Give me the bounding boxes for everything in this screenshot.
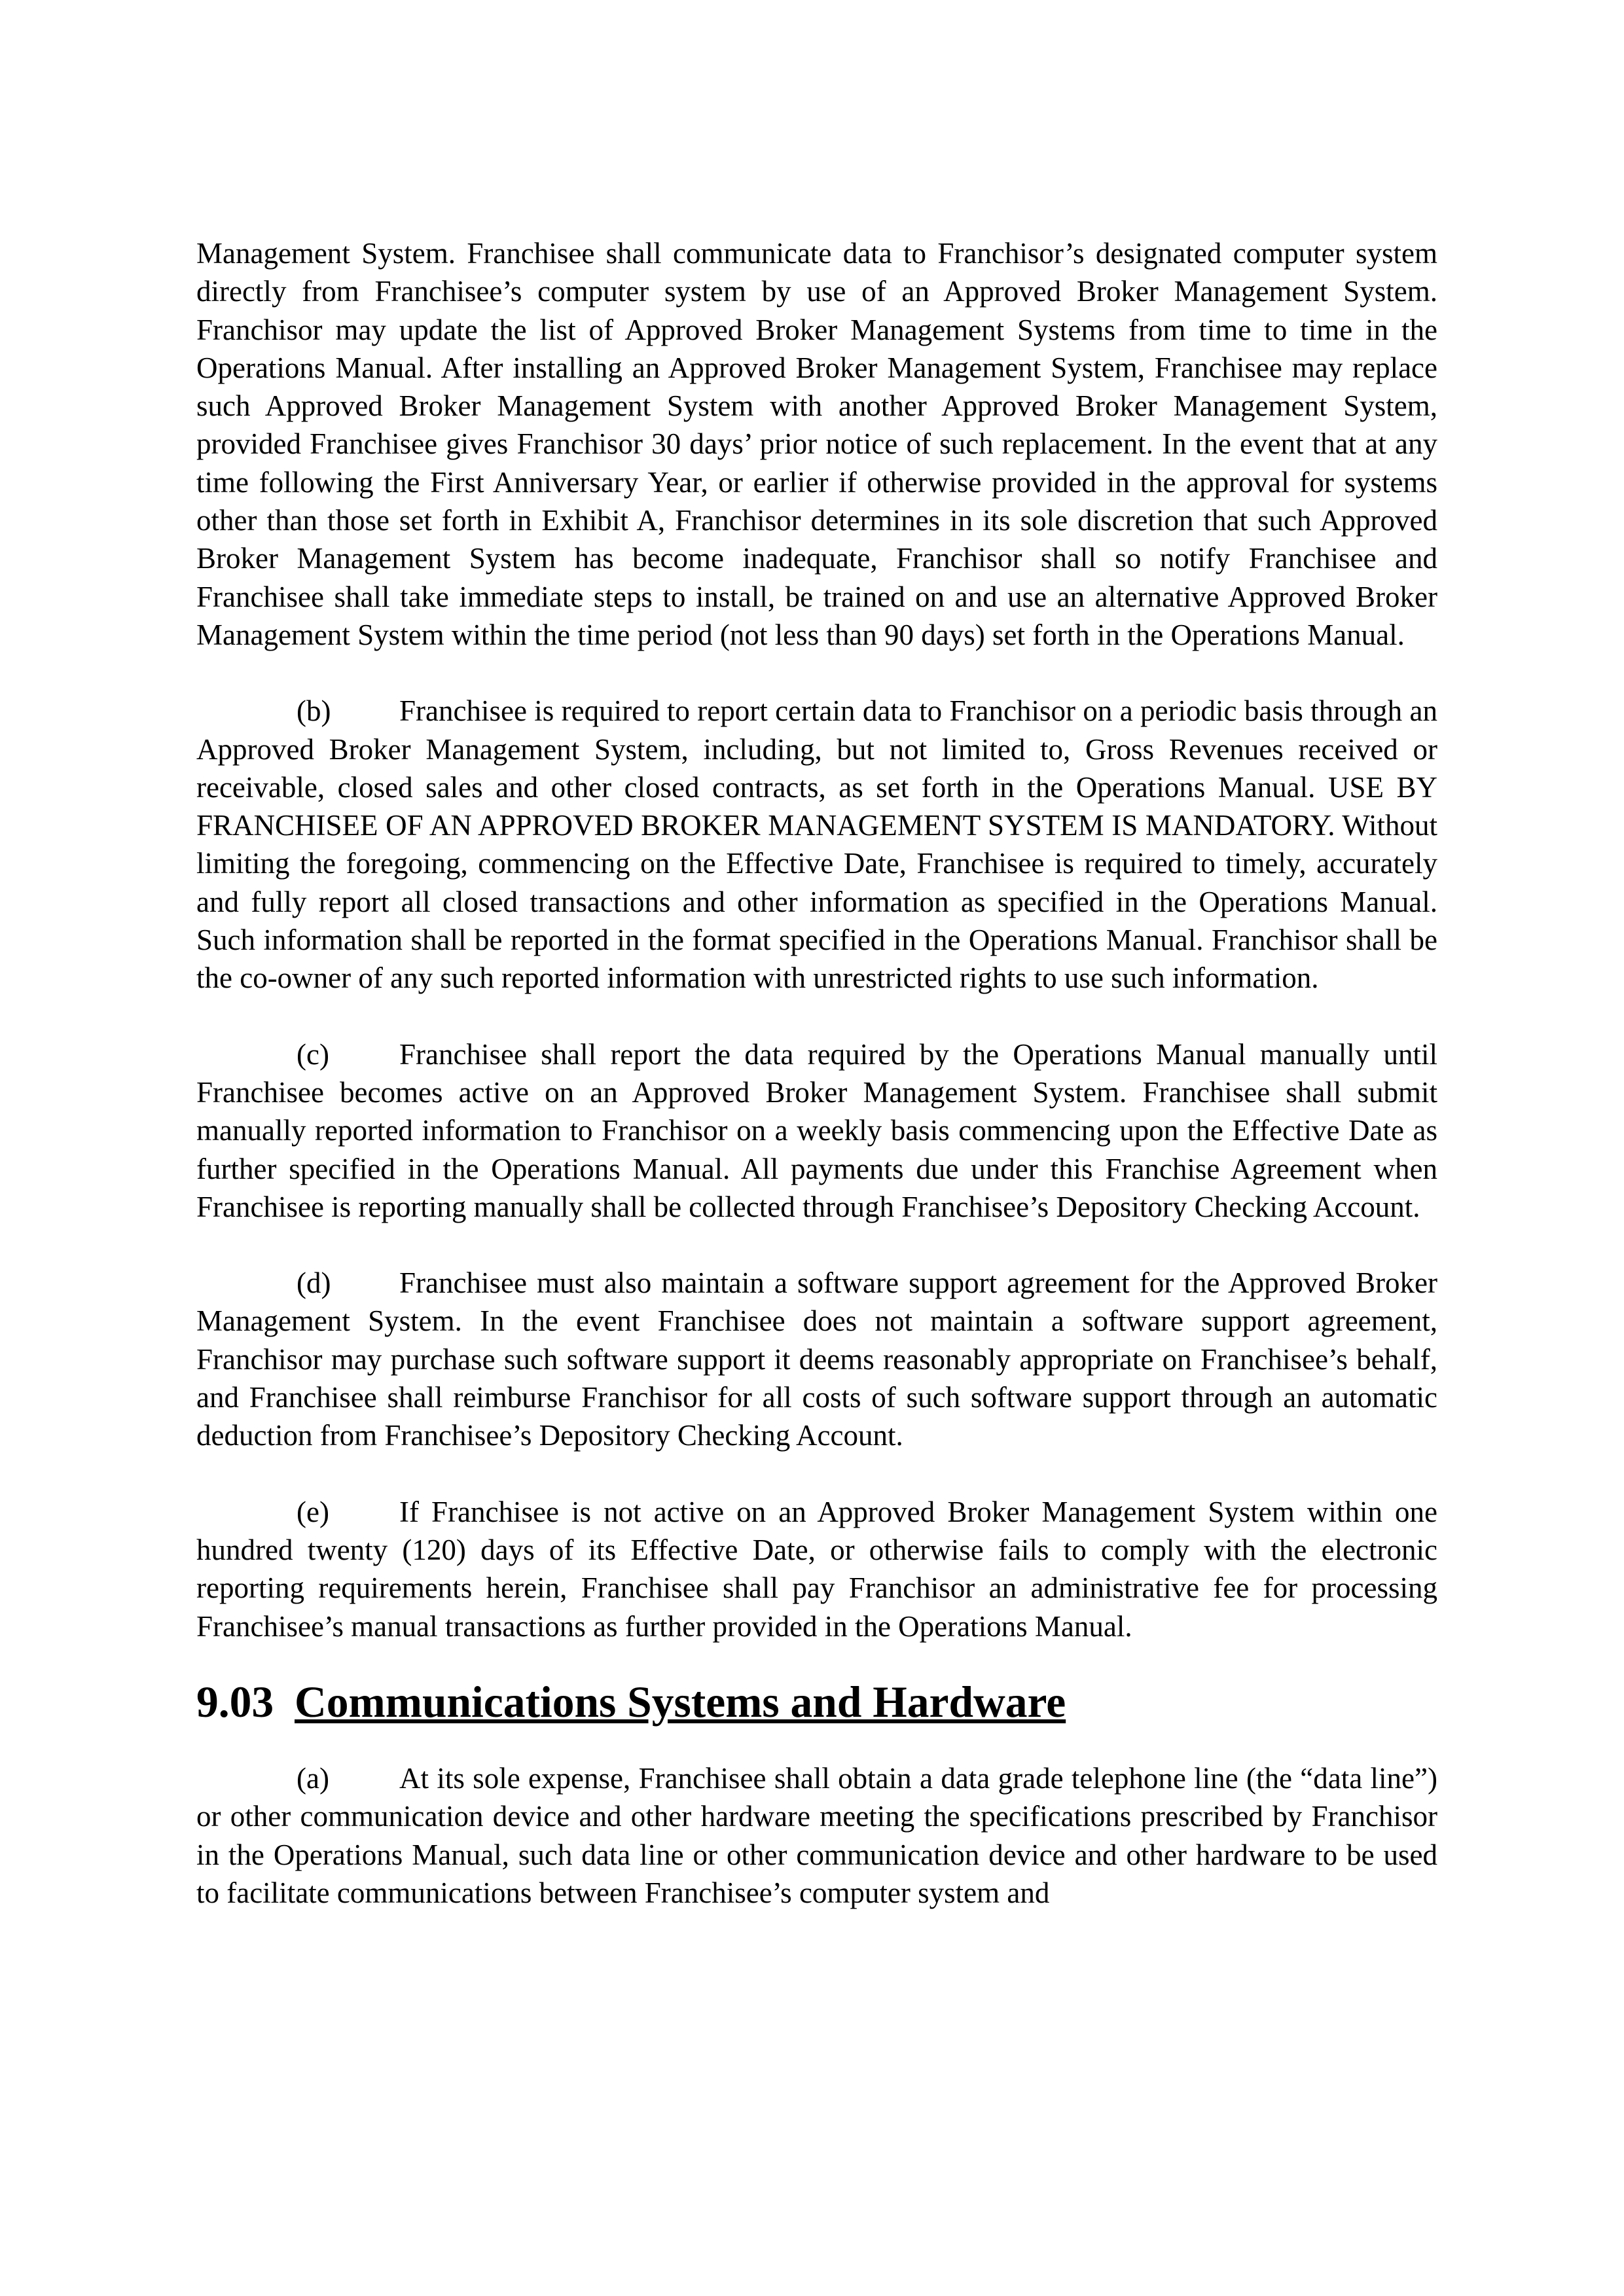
paragraph-text: Franchisee must also maintain a software support agreement for the Approved Broker Management System. In the event Franchisee does not maintain a software support agreement, Franchisor may purchase such software support it deems reasonably appropriate on Franchisee’s behalf, and Franchisee shall reimburse Franchisor for all costs of such software support through an automatic deduction from Franchisee’s Depository Checking Account. xyxy=(196,1266,1437,1452)
paragraph-d xyxy=(196,1264,1437,1454)
paragraph-e xyxy=(196,1493,1437,1645)
intro-paragraph: Management System. Franchisee shall communicate data to Franchisor’s designated computer system directly from Franchisee’s computer system by use of an Approved Broker Management System. Franchisor may update the list of Approved Broker Management Systems from time to time in the Operations Manual. After installing an Approved Broker Management System, Franchisee may replace such Approved Broker Management System with another Approved Broker Management System, provided Franchisee gives Franchisor 30 days’ prior notice of such replacement. In the event that at any time following the First Anniversary Year, or earlier if otherwise provided in the approval for systems other than those set forth in Exhibit A, Franchisor determines in its sole discretion that such Approved Broker Management System has become inadequate, Franchisor shall so notify Franchisee and Franchisee shall take immediate steps to install, be trained on and use an alternative Approved Broker Management System within the time period (not less than 90 days) set forth in the Operations Manual. xyxy=(196,237,1437,651)
paragraph-label: (d) xyxy=(297,1266,331,1300)
paragraph-text: Franchisee is required to report certain data to Franchisor on a periodic basis through an Approved Broker Management System, including, but not limited to, Gross Revenues received or receivable, closed sales and other closed contracts, as set forth in the Operations Manual. USE BY FRANCHISEE OF AN APPROVED BROKER MANAGEMENT SYSTEM IS MANDATORY. Without limiting the foregoing, commencing on the Effective Date, Franchisee is required to timely, accurately and fully report all closed transactions and other information as specified in the Operations Manual. Such information shall be reported in the format specified in the Operations Manual. Franchisor shall be the co-owner of any such reported information with unrestricted rights to use such information. xyxy=(196,694,1437,995)
document-page xyxy=(196,234,1437,1912)
paragraph-c xyxy=(196,1035,1437,1226)
section-paragraph-a xyxy=(196,1759,1437,1912)
paragraph-b xyxy=(196,692,1437,997)
section-heading xyxy=(196,1677,1437,1727)
paragraph-label: (b) xyxy=(297,694,331,728)
paragraph-label: (a) xyxy=(297,1762,329,1795)
section-number: 9.03 xyxy=(196,1677,274,1727)
paragraph-text: If Franchisee is not active on an Approved Broker Management System within one hundred twenty (120) days of its Effective Date, or otherwise fails to comply with the electronic reporting requirements herein, Franchisee shall pay Franchisor an administrative fee for processing Franchisee’s manual transactions as further provided in the Operations Manual. xyxy=(196,1495,1437,1643)
paragraph-label: (c) xyxy=(297,1037,329,1071)
paragraph-text: At its sole expense, Franchisee shall obtain a data grade telephone line (the “data line”) or other communication device and other hardware meeting the specifications prescribed by Franchisor in the Operations Manual, such data line or other communication device and other hardware to be used to facilitate communications between Franchisee’s computer system and xyxy=(196,1762,1437,1909)
section-title: Communications Systems and Hardware xyxy=(295,1677,1066,1727)
paragraph-text: Franchisee shall report the data required by the Operations Manual manually until Franchisee becomes active on an Approved Broker Management System. Franchisee shall submit manually reported information to Franchisor on a weekly basis commencing upon the Effective Date as further specified in the Operations Manual. All payments due under this Franchise Agreement when Franchisee is reporting manually shall be collected through Franchisee’s Depository Checking Account. xyxy=(196,1037,1437,1223)
paragraph-label: (e) xyxy=(297,1495,329,1528)
